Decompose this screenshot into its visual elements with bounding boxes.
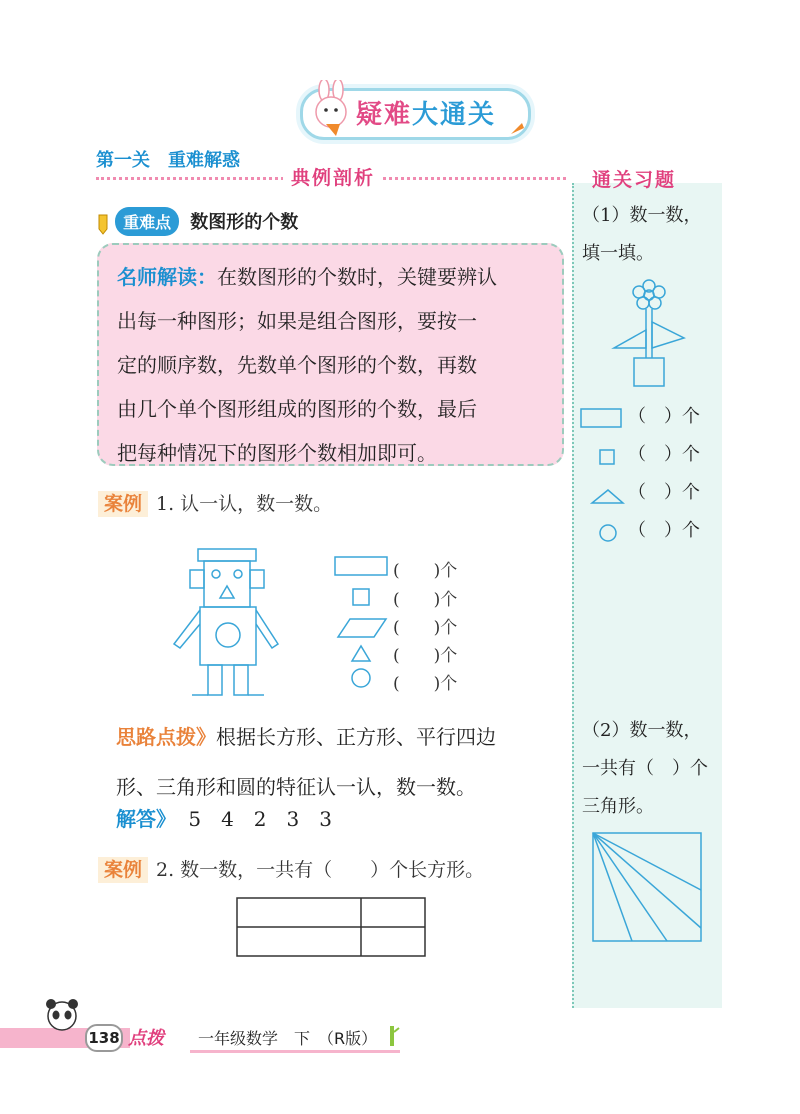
case1-row-4: ( )个 <box>393 646 458 666</box>
teacher-note-line: 出每一种图形；如果是组合图形，要按一 <box>117 309 477 333</box>
side-row-2: （ ）个 <box>628 444 700 465</box>
page-footer <box>0 1018 800 1058</box>
pencil-icon <box>96 213 110 235</box>
panda-icon <box>42 994 82 1034</box>
case2-question: 2. 数一数，一共有（ ）个长方形。 <box>156 859 485 881</box>
case1-row-2: ( )个 <box>393 590 458 610</box>
side-row-1: （ ）个 <box>628 406 700 427</box>
carrot-icon <box>508 120 526 138</box>
case1-question: 1. 认一认，数一数。 <box>156 493 333 515</box>
title-banner <box>300 80 530 140</box>
hint-line2: 形、三角形和圆的特征认一认，数一数。 <box>116 775 476 799</box>
answer-tag: 解答》 <box>116 807 176 831</box>
hint-line1: 根据长方形、正方形、平行四边 <box>216 725 496 749</box>
hint-tag: 思路点拨》 <box>116 725 216 749</box>
side-shapes <box>580 408 625 548</box>
rabbit-icon <box>306 80 356 140</box>
hint <box>116 712 571 812</box>
side-row-3: （ ）个 <box>628 482 700 503</box>
case1-row-3: ( )个 <box>393 618 458 638</box>
case2-heading <box>98 855 484 882</box>
teacher-note-line: 由几个单个图形组成的图形的个数，最后 <box>117 397 477 421</box>
side-row-4: （ ）个 <box>628 520 700 541</box>
teacher-note-line: 把每种情况下的图形个数相加即可。 <box>117 441 437 465</box>
banner-title-b: 大通关 <box>412 100 497 130</box>
flower-figure <box>606 278 686 388</box>
banner-title-a: 疑难 <box>356 100 413 130</box>
side-title: 通关习题 <box>592 169 677 191</box>
teacher-note <box>97 243 564 466</box>
brand-logo: 点拨 <box>128 1028 164 1049</box>
teacher-note-line: 定的顺序数，先数单个图形的个数，再数 <box>117 353 477 377</box>
side-q2-line1: （2）数一数， <box>582 720 702 741</box>
rectangle-grid-figure <box>236 897 428 959</box>
teacher-note-line: 在数图形的个数时，关键要辨认 <box>217 265 497 289</box>
side-q1-line2: 填一填。 <box>582 243 654 264</box>
case1-tag: 案例 <box>98 491 148 517</box>
page-number: 138 <box>85 1024 123 1052</box>
teacher-note-lead: 名师解读： <box>117 265 217 289</box>
case2-tag: 案例 <box>98 857 148 883</box>
answer-values: 5 4 2 3 3 <box>188 807 332 831</box>
case1-heading <box>98 489 332 516</box>
side-q1-line1: （1）数一数， <box>582 205 702 226</box>
case1-row-5: ( )个 <box>393 674 458 694</box>
case1-row-1: ( )个 <box>393 561 458 581</box>
case1-shapes <box>332 555 392 695</box>
key-point-label: 数图形的个数 <box>190 212 299 233</box>
triangle-square-figure <box>592 832 704 944</box>
section-title: 典例剖析 <box>283 163 383 190</box>
level-title: 第一关 重难解惑 <box>96 150 240 171</box>
key-point <box>96 207 298 237</box>
key-point-tag: 重难点 <box>115 207 179 236</box>
footer-line <box>190 1050 400 1053</box>
side-q2-line2: 一共有（ ）个 <box>582 758 708 779</box>
answer <box>116 803 332 832</box>
robot-figure <box>170 548 280 698</box>
bamboo-icon <box>384 1024 400 1048</box>
book-name: 一年级数学 下 （R版） <box>198 1029 378 1048</box>
side-q2-line3: 三角形。 <box>582 796 654 817</box>
